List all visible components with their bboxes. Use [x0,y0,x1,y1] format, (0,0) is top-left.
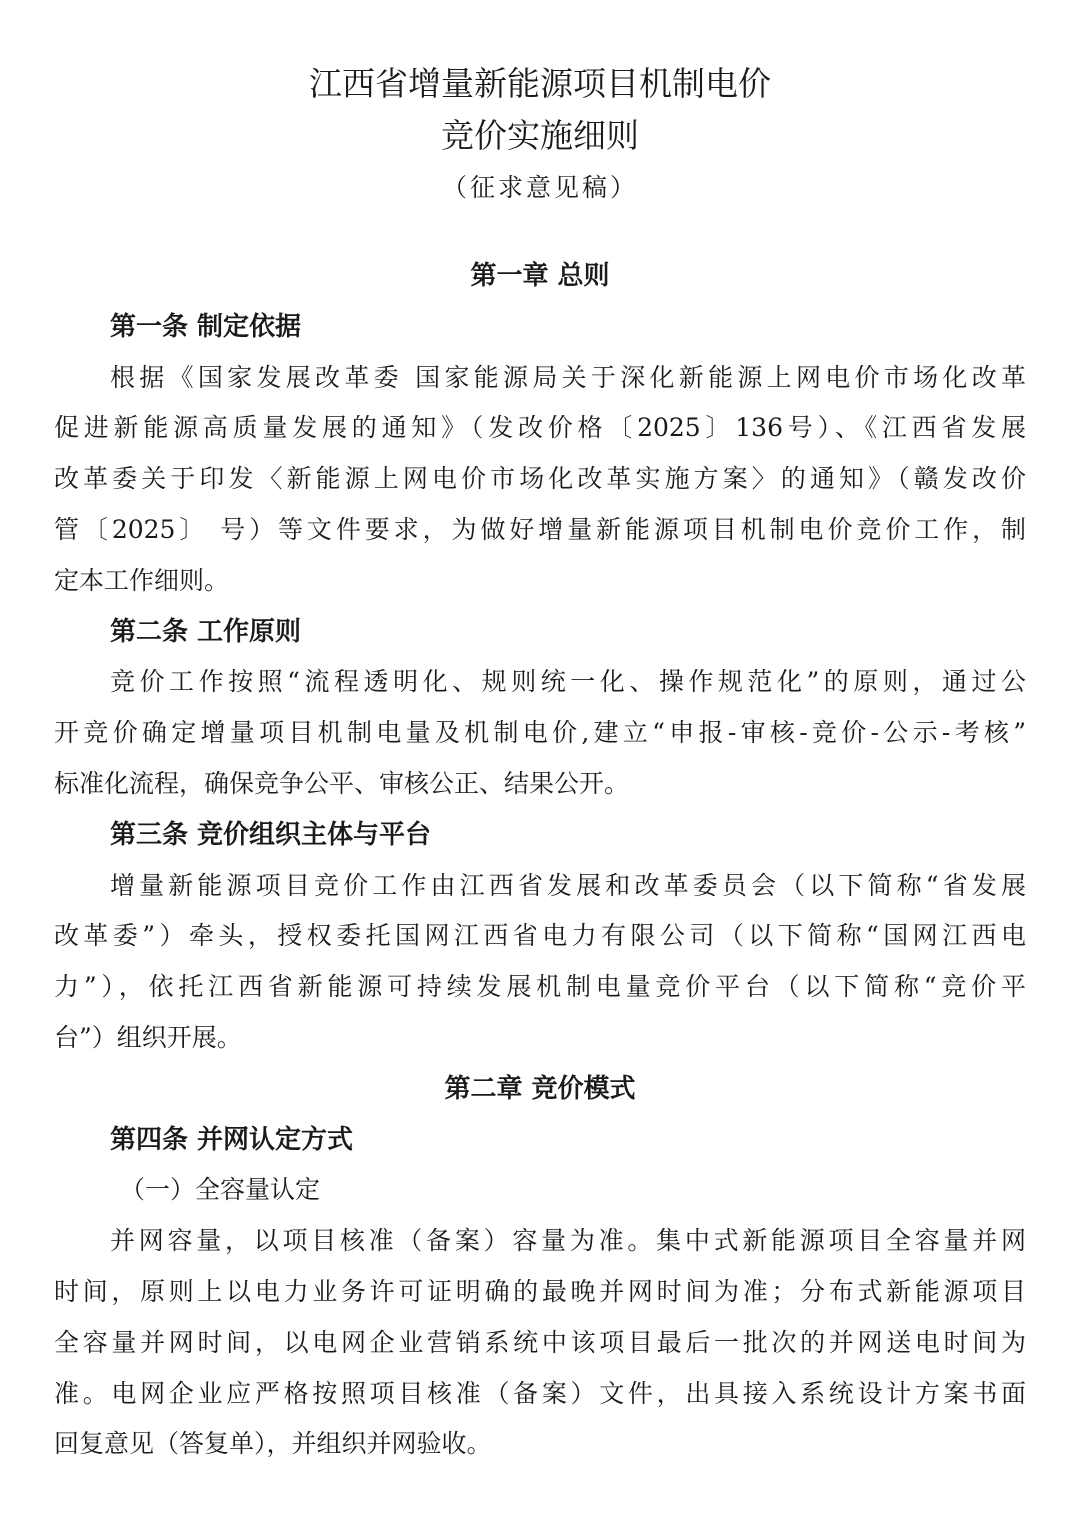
article-4-heading: 第四条 并网认定方式 [110,1124,354,1155]
paragraph-line: 定本工作细则。 [54,565,230,595]
paragraph-line: 促进新能源高质量发展的通知》（发改价格〔2025〕136号）、《江西省发展 [54,413,1026,443]
paragraph-line: 改革委”）牵头，授权委托国网江西省电力有限公司（以下简称“国网江西电 [54,921,1026,951]
paragraph-line: 力”），依托江西省新能源可持续发展机制电量竞价平台（以下简称“竞价平 [54,972,1026,1002]
paragraph-line: 标准化流程，确保竞争公平、审核公正、结果公开。 [54,768,630,798]
paragraph-line: 全容量并网时间，以电网企业营销系统中该项目最后一批次的并网送电时间为 [54,1327,1026,1357]
paragraph-line: 回复意见（答复单），并组织并网验收。 [54,1429,492,1459]
article-2-heading: 第二条 工作原则 [110,616,302,647]
document-title-line2: 竞价实施细则 [441,116,639,155]
paragraph-line: 根据《国家发展改革委 国家能源局关于深化新能源上网电价市场化改革 [110,362,1026,392]
document-body [54,251,1026,1470]
article-4-subheading: （一）全容量认定 [120,1175,321,1205]
paragraph-line: 管〔2025〕 号）等文件要求，为做好增量新能源项目机制电价竞价工作，制 [54,514,1026,544]
paragraph-line: 并网容量，以项目核准（备案）容量为准。集中式新能源项目全容量并网 [110,1226,1026,1256]
chapter-1-heading: 第一章 总则 [470,261,610,291]
paragraph-line: 改革委关于印发〈新能源上网电价市场化改革实施方案〉的通知》（赣发改价 [54,464,1026,494]
paragraph-line: 增量新能源项目竞价工作由江西省发展和改革委员会（以下简称“省发展 [110,870,1026,900]
article-1-heading: 第一条 制定依据 [110,311,302,342]
article-3-heading: 第三条 竞价组织主体与平台 [110,819,432,850]
document-subtitle: （征求意见稿） [441,173,638,202]
paragraph-line: 时间，原则上以电力业务许可证明确的最晚并网时间为准；分布式新能源项目 [54,1276,1026,1306]
chapter-2-heading: 第二章 竞价模式 [444,1073,636,1104]
paragraph-line: 准。电网企业应严格按照项目核准（备案）文件，出具接入系统设计方案书面 [54,1378,1026,1408]
document-title-line1: 江西省增量新能源项目机制电价 [309,64,771,103]
paragraph-line: 竞价工作按照“流程透明化、规则统一化、操作规范化”的原则，通过公 [110,667,1026,697]
paragraph-line: 台”）组织开展。 [54,1022,242,1052]
paragraph-line: 开竞价确定增量项目机制电量及机制电价,建立“申报-审核-竞价-公示-考核” [54,718,1026,748]
